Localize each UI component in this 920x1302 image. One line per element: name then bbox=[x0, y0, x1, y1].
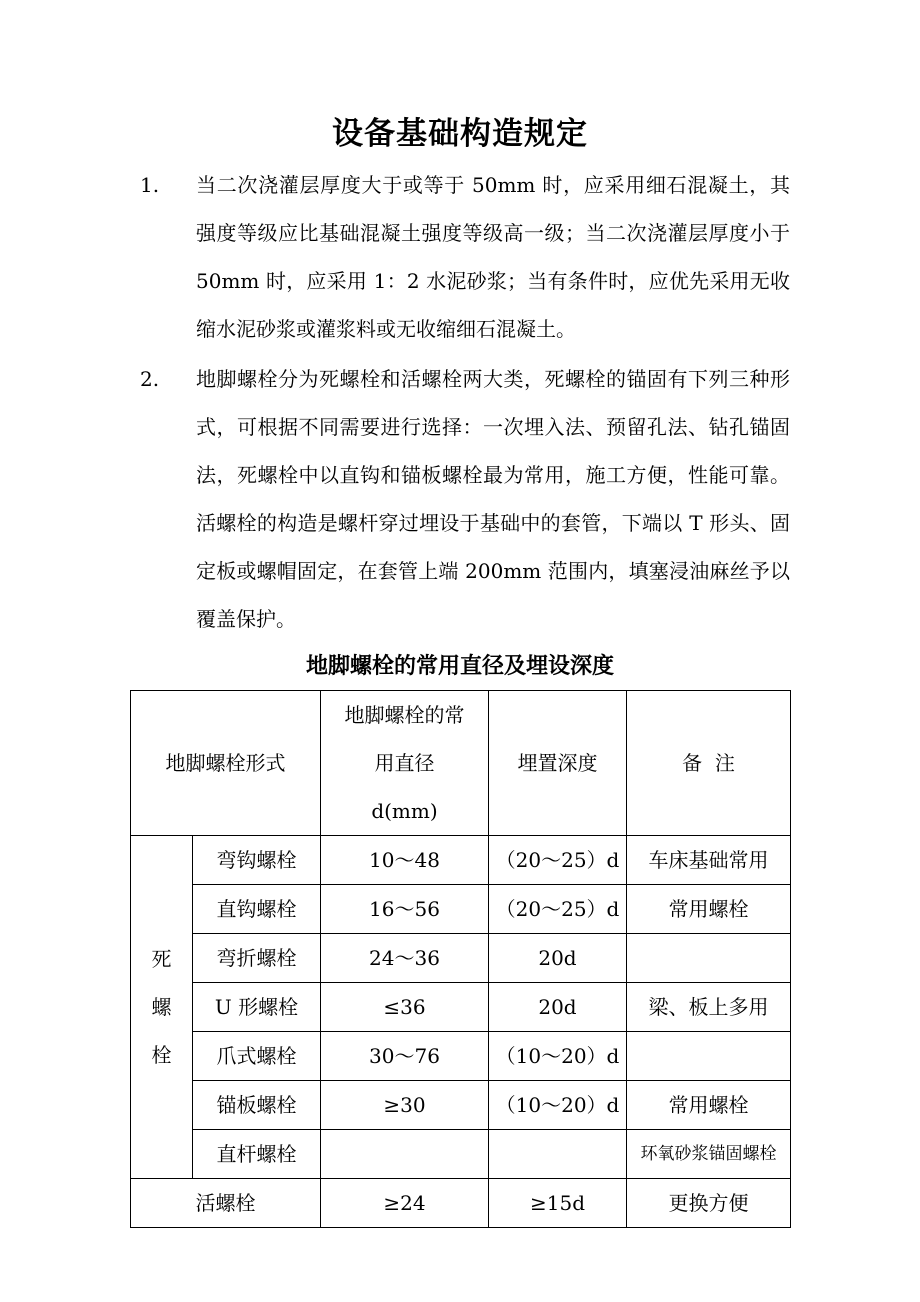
bolt-depth: 20d bbox=[489, 934, 627, 983]
table-row bbox=[131, 885, 791, 934]
bolt-note bbox=[627, 934, 791, 983]
bolt-type: 弯折螺栓 bbox=[193, 934, 321, 983]
paragraph-number: 2. bbox=[140, 367, 160, 391]
header-note: 备 注 bbox=[627, 691, 791, 836]
table-title: 地脚螺栓的常用直径及埋设深度 bbox=[305, 653, 614, 679]
bolt-depth: （20～25）d bbox=[489, 885, 627, 934]
bolt-diameter: ≥30 bbox=[321, 1081, 489, 1130]
header-form: 地脚螺栓形式 bbox=[131, 691, 321, 836]
bolt-diameter: 30～76 bbox=[321, 1032, 489, 1081]
paragraph-text: 地脚螺栓分为死螺栓和活螺栓两大类，死螺栓的锚固有下列三种形式，可根据不同需要进行选择：一次埋入法、预留孔法、钻孔锚固法，死螺栓中以直钩和锚板螺栓最为常用，施工方便，性能可靠。活螺栓的构造是螺杆穿过埋设于基础中的套管，下端以 T 形头、固定板或螺帽固定，在套管上端 200mm 范围内，填塞浸油麻丝予以覆盖保护。 bbox=[196, 367, 790, 631]
paragraph-2 bbox=[140, 355, 790, 643]
bolt-diameter: ≥24 bbox=[321, 1179, 489, 1228]
bolt-type: 活螺栓 bbox=[131, 1179, 321, 1228]
bolt-type: U 形螺栓 bbox=[193, 983, 321, 1032]
dead-bolt-group-label bbox=[131, 836, 193, 1179]
bolt-note: 更换方便 bbox=[627, 1179, 791, 1228]
bolt-depth bbox=[489, 1130, 627, 1179]
bolt-diameter bbox=[321, 1130, 489, 1179]
header-depth: 埋置深度 bbox=[489, 691, 627, 836]
bolt-depth: （10～20）d bbox=[489, 1032, 627, 1081]
bolt-depth: 20d bbox=[489, 983, 627, 1032]
bolt-note: 常用螺栓 bbox=[627, 885, 791, 934]
anchor-bolt-table bbox=[130, 690, 791, 1228]
bolt-note: 车床基础常用 bbox=[627, 836, 791, 885]
bolt-depth: ≥15d bbox=[489, 1179, 627, 1228]
page-title: 设备基础构造规定 bbox=[332, 116, 588, 152]
bolt-diameter: 16～56 bbox=[321, 885, 489, 934]
bolt-type: 爪式螺栓 bbox=[193, 1032, 321, 1081]
dead-bolt-group-text: 死螺栓 bbox=[151, 947, 172, 1067]
bolt-type: 锚板螺栓 bbox=[193, 1081, 321, 1130]
paragraph-1 bbox=[140, 161, 790, 353]
bolt-depth: （20～25）d bbox=[489, 836, 627, 885]
table-header-row bbox=[131, 691, 791, 836]
table-row-live-bolt bbox=[131, 1179, 791, 1228]
bolt-diameter: 10～48 bbox=[321, 836, 489, 885]
table-row bbox=[131, 1130, 791, 1179]
bolt-type: 直钩螺栓 bbox=[193, 885, 321, 934]
table-row bbox=[131, 934, 791, 983]
table-row bbox=[131, 1032, 791, 1081]
bolt-note: 梁、板上多用 bbox=[627, 983, 791, 1032]
paragraph-number: 1. bbox=[140, 173, 160, 197]
table-row bbox=[131, 1081, 791, 1130]
bolt-note bbox=[627, 1032, 791, 1081]
bolt-note: 环氧砂浆锚固螺栓 bbox=[627, 1130, 791, 1179]
table-row bbox=[131, 983, 791, 1032]
bolt-note: 常用螺栓 bbox=[627, 1081, 791, 1130]
header-diameter: 地脚螺栓的常用直径 d(mm) bbox=[321, 691, 489, 836]
paragraph-text: 当二次浇灌层厚度大于或等于 50mm 时，应采用细石混凝土，其强度等级应比基础混凝土强度等级高一级；当二次浇灌层厚度小于 50mm 时，应采用 1：2 水泥砂浆；当有条件时，应优先采用无收缩水泥砂浆或灌浆料或无收缩细石混凝土。 bbox=[196, 173, 790, 341]
bolt-type: 弯钩螺栓 bbox=[193, 836, 321, 885]
bolt-type: 直杆螺栓 bbox=[193, 1130, 321, 1179]
bolt-diameter: ≤36 bbox=[321, 983, 489, 1032]
table-row bbox=[131, 836, 791, 885]
bolt-depth: （10～20）d bbox=[489, 1081, 627, 1130]
bolt-diameter: 24～36 bbox=[321, 934, 489, 983]
